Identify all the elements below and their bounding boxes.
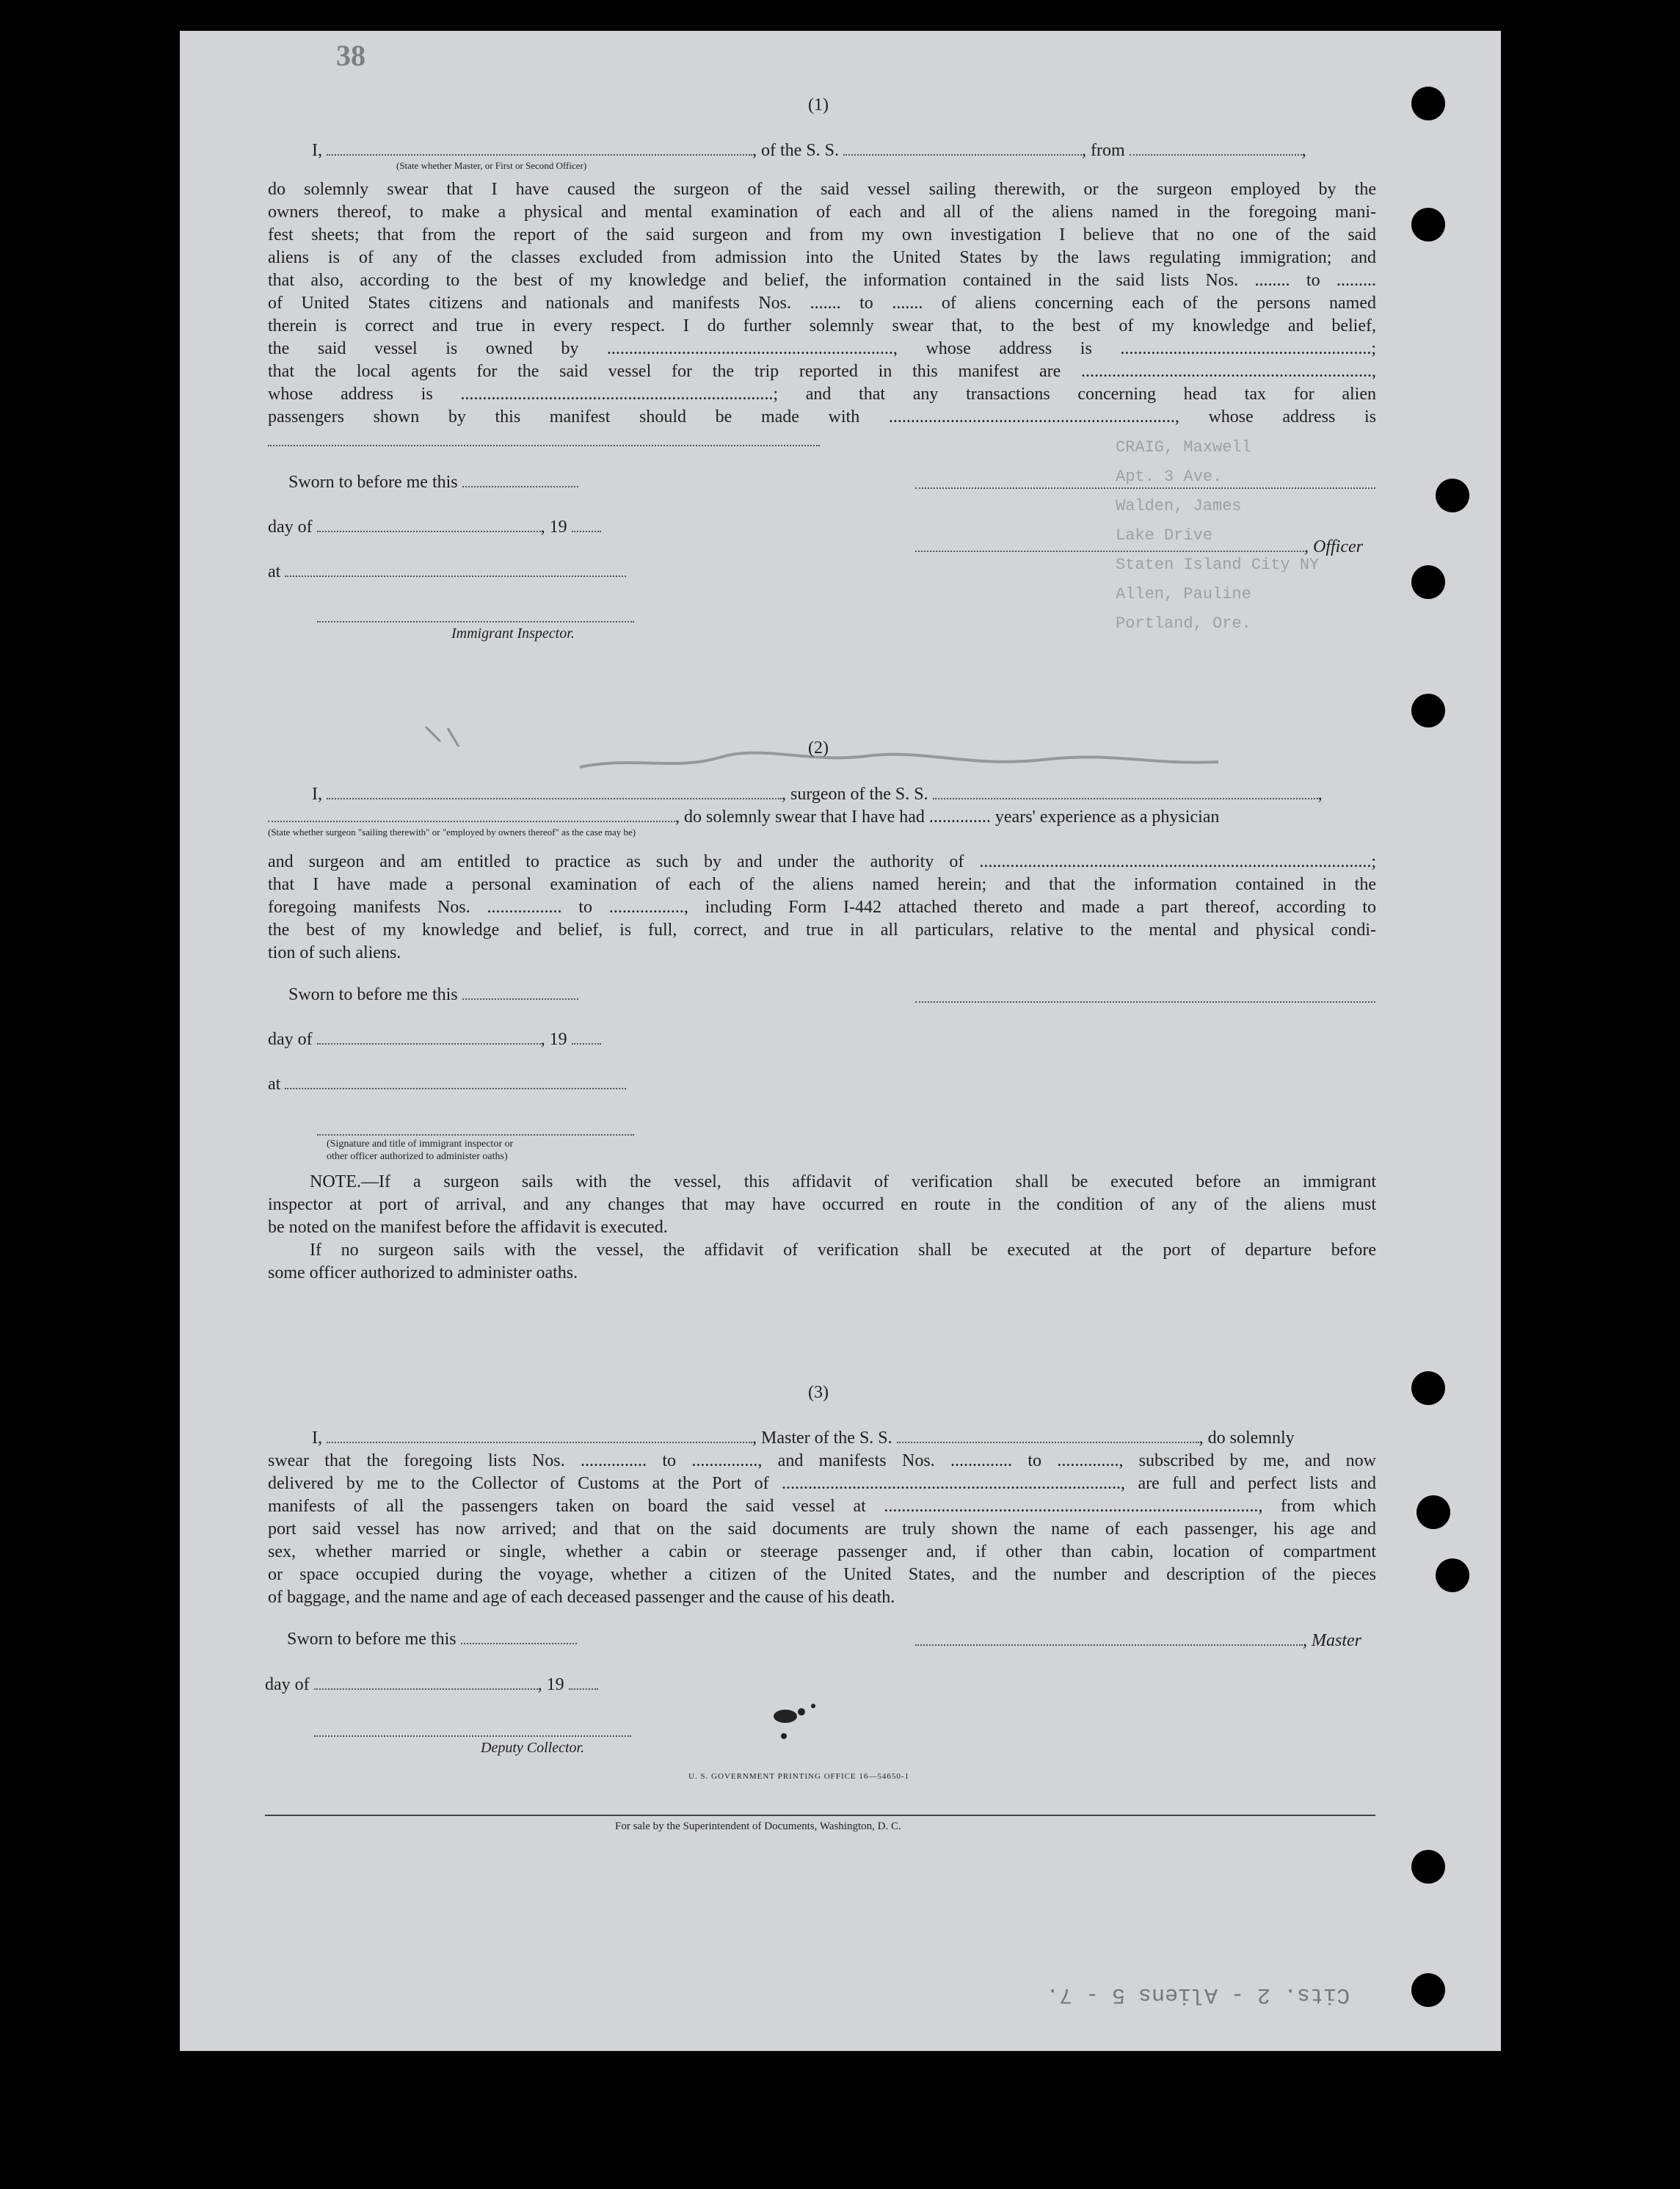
section1-heading: (1): [808, 95, 829, 115]
citizens-aliens-stamp: Cits. 2 - Aliens 5 - 7.: [1046, 1982, 1350, 2007]
punch-hole: [1411, 208, 1445, 242]
collector-signature-line[interactable]: [314, 1735, 631, 1737]
punch-hole: [1411, 1371, 1445, 1405]
punch-hole: [1411, 1973, 1445, 2007]
officer-signature: , Officer: [915, 537, 1363, 557]
surgeon-signature-line[interactable]: [915, 1001, 1375, 1003]
section2-sworn: Sworn to before me this: [288, 985, 578, 1005]
punch-hole: [1417, 1495, 1450, 1529]
sig-caption-1: (Signature and title of immigrant inspector or: [327, 1139, 514, 1150]
master-signature: , Master: [915, 1631, 1361, 1651]
surgeon-status-field[interactable]: [268, 809, 675, 822]
section3-line1: I, , Master of the S. S. , do solemnly: [312, 1429, 1295, 1448]
sig-caption-2: other officer authorized to administer oaths): [327, 1151, 508, 1162]
inspector-signature-line[interactable]: [317, 621, 634, 622]
address-continuation-line[interactable]: [268, 445, 820, 446]
section2-day-of: day of , 19: [268, 1030, 601, 1050]
section2-line2: , do solemnly swear that I have had .............. years' experience as a physician: [268, 806, 1376, 828]
vessel-name-field[interactable]: [843, 142, 1082, 156]
punch-hole: [1411, 87, 1445, 120]
printing-office: U. S. GOVERNMENT PRINTING OFFICE 16—54650-1: [688, 1772, 910, 1781]
inspector-caption: Immigrant Inspector.: [451, 625, 575, 642]
section1-at: at: [268, 562, 626, 582]
authorized-officer-signature-line[interactable]: [317, 1134, 634, 1136]
section1-line1: I, , of the S. S. , from ,: [312, 141, 1306, 160]
section2-hint: (State whether surgeon "sailing therewith" or "employed by owners thereof" as the case may be): [268, 827, 636, 838]
punch-hole: [1411, 1850, 1445, 1884]
footer-rule: [265, 1815, 1375, 1816]
surgeon-vessel-field[interactable]: [933, 786, 1318, 799]
section3-heading: (3): [808, 1383, 829, 1402]
officer-rank-field[interactable]: [327, 142, 752, 156]
for-sale-note: For sale by the Superintendent of Documents, Washington, D. C.: [615, 1820, 901, 1832]
section2-line1: I, , surgeon of the S. S. ,: [312, 785, 1323, 804]
section3-sworn: Sworn to before me this: [287, 1630, 577, 1649]
section2-at: at: [268, 1075, 626, 1094]
master-name-field[interactable]: [327, 1430, 752, 1443]
section1-day-of: day of , 19: [268, 518, 601, 537]
punch-hole: [1436, 479, 1469, 512]
handwriting-bleed-svg: [411, 705, 1380, 785]
surgeon-name-field[interactable]: [327, 786, 782, 799]
section1-sworn: Sworn to before me this: [288, 473, 578, 493]
page-number: 38: [336, 39, 366, 72]
section1-hint: (State whether Master, or First or Second Officer): [396, 160, 587, 171]
master-vessel-field[interactable]: [897, 1430, 1199, 1443]
section2-heading: (2): [808, 738, 829, 758]
bleed-through-text: CRAIG, Maxwell Apt. 3 Ave. Walden, James Lake Drive Staten Island City NY Allen, Pauline Portland, Ore.: [1116, 438, 1320, 633]
collector-caption: Deputy Collector.: [481, 1740, 585, 1756]
section3-day-of: day of , 19: [265, 1675, 598, 1695]
punch-hole: [1411, 694, 1445, 727]
punch-hole: [1411, 565, 1445, 599]
punch-hole: [1436, 1558, 1469, 1592]
from-port-field[interactable]: [1130, 142, 1302, 156]
ink-blot: [756, 1696, 829, 1747]
